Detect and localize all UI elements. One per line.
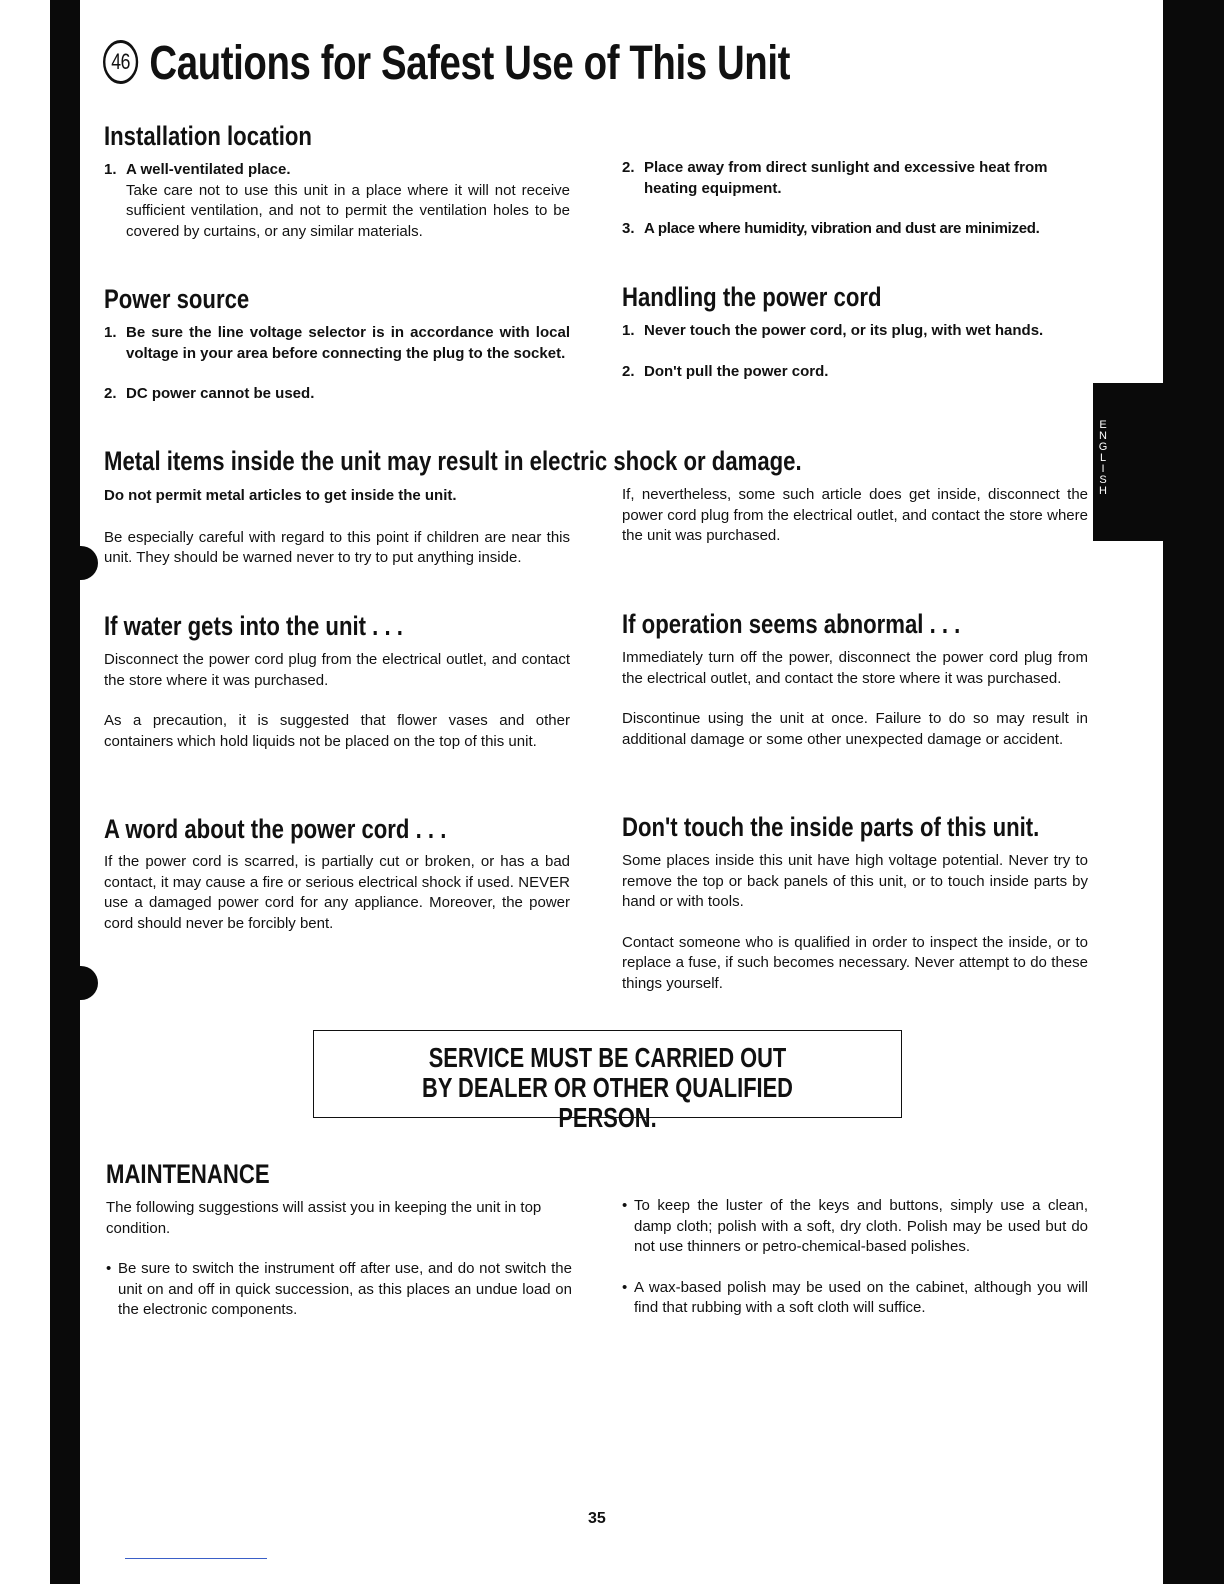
language-tab-label: E N G L I S H [1098, 419, 1108, 497]
maintenance-heading: MAINTENANCE [106, 1159, 270, 1189]
cord-word-column [104, 852, 570, 934]
bullet-icon: • [622, 1278, 628, 1296]
item-number: 2. [622, 362, 635, 380]
list-item [622, 219, 1088, 240]
power-source-heading: Power source [104, 284, 250, 314]
item-number: 1. [104, 324, 117, 341]
item-number: 2. [104, 385, 117, 403]
item-title: Never touch the power cord, or its plug, with wet hands. [644, 322, 1044, 339]
list-item [104, 323, 570, 364]
inside-parts-paragraph: Some places inside this unit have high voltage potential. Never try to remove the top or back panels of this unit, or to touch inside parts by hand or with tools. [622, 852, 1088, 911]
cord-word-heading: A word about the power cord . . . [104, 814, 447, 844]
page-title-text: Cautions for Safest Use of This Unit [149, 37, 790, 90]
water-heading: If water gets into the unit . . . [104, 611, 403, 641]
list-item [622, 321, 1088, 342]
item-title: A well-ventilated place. [126, 161, 291, 178]
left-binding-edge [50, 0, 80, 1584]
maintenance-right-column [622, 1196, 1088, 1319]
metal-items-right-column [622, 485, 1088, 547]
service-notice-text [379, 1043, 837, 1133]
list-item [622, 158, 1088, 199]
list-item [622, 1278, 1088, 1319]
power-cord-handling-heading: Handling the power cord [622, 282, 882, 312]
maintenance-intro: The following suggestions will assist you in keeping the unit in top condition. [106, 1199, 542, 1237]
bullet-icon: • [106, 1260, 112, 1278]
item-title: Place away from direct sunlight and excessive heat from heating equipment. [644, 159, 1048, 197]
maintenance-tip: Be sure to switch the instrument off after use, and do not switch the unit on and off in quick succession, as this places an undue load on the electronic components. [118, 1260, 572, 1319]
metal-items-paragraph: If, nevertheless, some such article does get inside, disconnect the power cord plug from the electrical outlet, and contact the store where the unit was purchased. [622, 486, 1088, 545]
maintenance-tip: A wax-based polish may be used on the cabinet, although you will find that rubbing with a soft cloth will suffice. [634, 1278, 1088, 1317]
list-item [106, 1259, 572, 1321]
power-source-column [104, 323, 570, 405]
right-page-edge [1163, 0, 1224, 1584]
abnormal-paragraph: Discontinue using the unit at once. Failure to do so may result in additional damage or some other unexpected damage or accident. [622, 710, 1088, 748]
item-title: DC power cannot be used. [126, 385, 315, 403]
abnormal-heading: If operation seems abnormal . . . [622, 609, 961, 639]
maintenance-left-column [106, 1198, 572, 1321]
item-number: 2. [622, 159, 635, 176]
water-paragraph: As a precaution, it is suggested that flower vases and other containers which hold liquids not be placed on the top of this unit. [104, 712, 570, 750]
bullet-icon: • [622, 1197, 628, 1214]
installation-heading: Installation location [104, 121, 312, 151]
list-item [622, 362, 1088, 383]
inside-parts-heading: Don't touch the inside parts of this unit. [622, 812, 1040, 842]
service-notice-box [313, 1030, 902, 1133]
installation-left-column [104, 160, 570, 242]
list-item [622, 1196, 1088, 1258]
footer-rule [125, 1558, 267, 1559]
cord-word-paragraph: If the power cord is scarred, is partially cut or broken, or has a bad contact, it may cause a fire or serious electrical shock if used. NEVER use a damaged power cord for any appliance. Moreover, the power cord should never be forcibly bent. [104, 853, 570, 932]
water-column [104, 650, 570, 752]
item-number: 1. [622, 322, 635, 339]
maintenance-tip: To keep the luster of the keys and buttons, simply use a clean, damp cloth; polish with a soft, dry cloth. Polish may be used but do not use thinners or petro-chemical-based polishes. [634, 1197, 1088, 1256]
abnormal-paragraph: Immediately turn off the power, disconnect the power cord plug from the electrical outlet, and contact the store where it was purchased. [622, 649, 1088, 687]
item-title: A place where humidity, vibration and dust are minimized. [644, 220, 1040, 238]
metal-items-lead: Do not permit metal articles to get inside the unit. [104, 487, 457, 504]
metal-items-left-column [104, 486, 570, 569]
binding-hole-mark [80, 546, 98, 580]
page-title [103, 36, 790, 91]
inside-parts-column [622, 851, 1088, 995]
metal-items-paragraph: Be especially careful with regard to this point if children are near this unit. They should be warned never to try to put anything inside. [104, 528, 570, 567]
page-number: 35 [588, 1510, 606, 1527]
power-cord-handling-column [622, 321, 1088, 382]
item-title: Be sure the line voltage selector is in accordance with local voltage in your area before connecting the plug to the socket. [126, 324, 570, 362]
inside-parts-paragraph: Contact someone who is qualified in order to inspect the inside, or to replace a fuse, if such becomes necessary. Never attempt to do these things yourself. [622, 933, 1088, 992]
metal-items-heading: Metal items inside the unit may result in electric shock or damage. [104, 446, 802, 476]
item-body: Take care not to use this unit in a place where it will not receive sufficient ventilation, and not to permit the ventilation holes to be covered by curtains, or any similar materials. [126, 181, 570, 240]
item-number: 3. [622, 220, 635, 238]
service-line-1: SERVICE MUST BE CARRIED OUT [428, 1042, 787, 1073]
item-number: 1. [104, 161, 117, 178]
binding-hole-mark [80, 966, 98, 1000]
water-paragraph: Disconnect the power cord plug from the electrical outlet, and contact the store where it was purchased. [104, 651, 570, 689]
service-line-2: BY DEALER OR OTHER QUALIFIED PERSON. [422, 1072, 793, 1133]
page-badge: 46 [103, 40, 138, 84]
installation-right-column [622, 158, 1088, 240]
abnormal-column [622, 648, 1088, 750]
list-item [104, 160, 570, 242]
list-item [104, 384, 570, 405]
item-title: Don't pull the power cord. [644, 362, 829, 380]
